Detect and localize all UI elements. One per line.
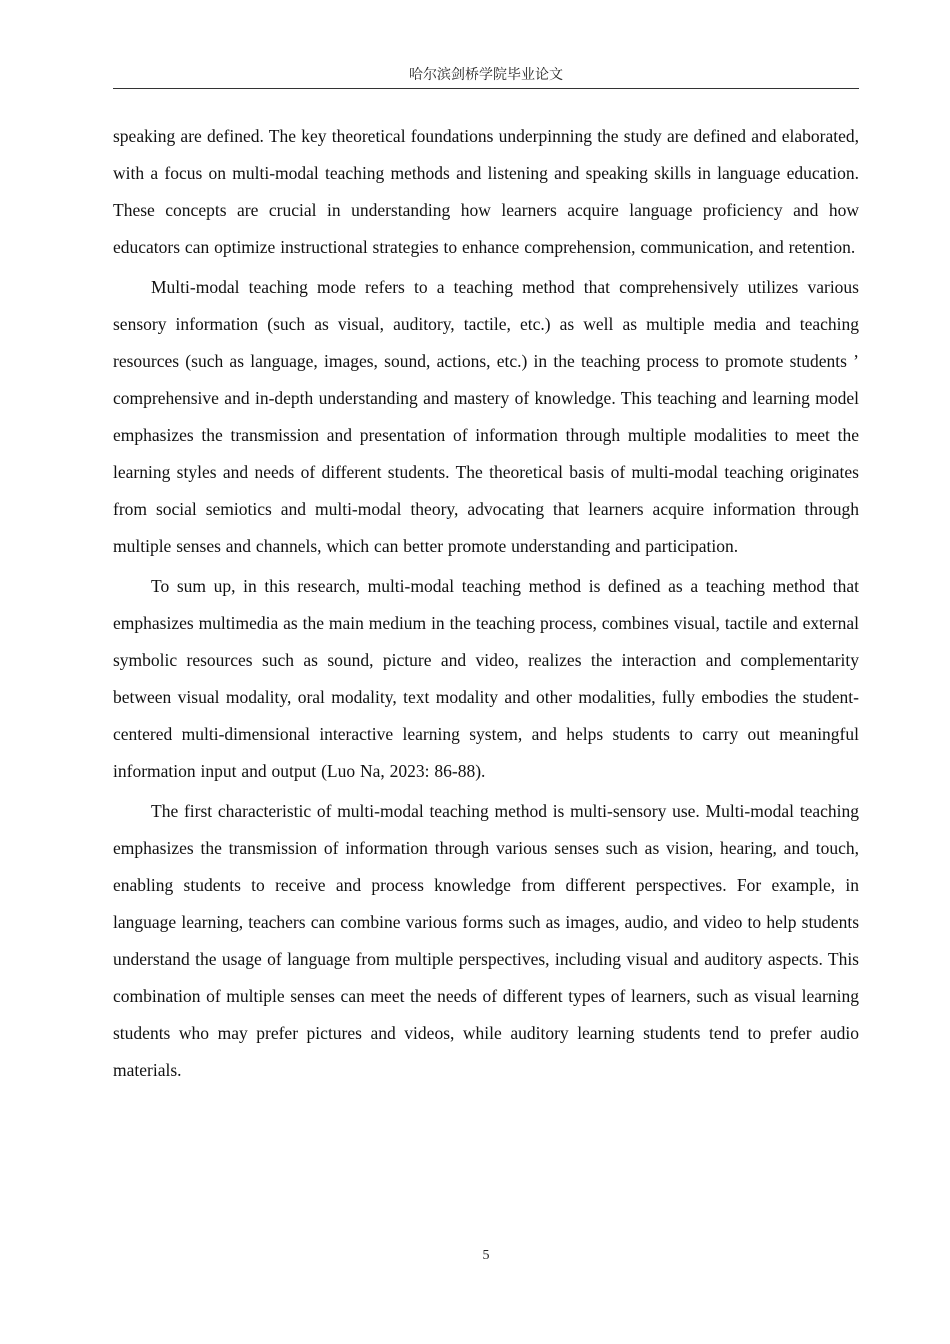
page-header: 哈尔滨剑桥学院毕业论文	[409, 68, 563, 83]
header-divider	[113, 88, 859, 89]
paragraph-summary-definition: To sum up, in this research, multi-modal teaching method is defined as a teaching method that emphasizes multimedia as the main medium in the teaching process, combines visual, tactile and external symbolic resources such as sound, picture and video, realizes the interaction and complementarity between visual modality, oral modality, text modality and other modalities, fully embodies the student-centered multi-dimensional interactive learning system, and helps students to carry out meaningful information input and output (Luo Na, 2023: 86-88).	[113, 576, 859, 781]
page-number: 5	[482, 1248, 490, 1263]
paragraph-multimodal-definition: Multi-modal teaching mode refers to a teaching method that comprehensively utilizes various sensory information (such as visual, auditory, tactile, etc.) as well as multiple media and teaching resources (such as language, images, sound, actions, etc.) in the teaching process to promote students ’ comprehensive and in-depth understanding and mastery of knowledge. This teaching and learning model emphasizes the transmission and presentation of information through multiple modalities to meet the learning styles and needs of different students. The theoretical basis of multi-modal teaching originates from social semiotics and multi-modal theory, advocating that learners acquire information through multiple senses and channels, which can better promote understanding and participation.	[113, 277, 859, 556]
paragraph-first-characteristic: The first characteristic of multi-modal teaching method is multi-sensory use. Multi-modal teaching emphasizes the transmission of information through various senses such as vision, hearing, and touch, enabling students to receive and process knowledge from different perspectives. For example, in language learning, teachers can combine various forms such as images, audio, and video to help students understand the usage of language from multiple perspectives, including visual and auditory aspects. This combination of multiple senses can meet the needs of different types of learners, such as visual learning students who may prefer pictures and videos, while auditory learning students tend to prefer audio materials.	[113, 801, 859, 1080]
paragraph-continued-definitions: speaking are defined. The key theoretical foundations underpinning the study are defined and elaborated, with a focus on multi-modal teaching methods and listening and speaking skills in language education. These concepts are crucial in understanding how learners acquire language proficiency and how educators can optimize instructional strategies to enhance comprehension, communication, and retention.	[113, 126, 859, 257]
body-text	[113, 118, 859, 1092]
